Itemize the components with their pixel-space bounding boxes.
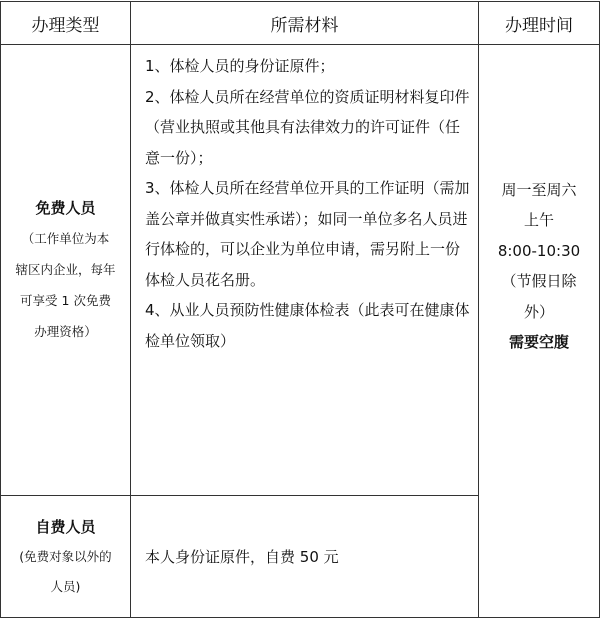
- material-item-4: 4、从业人员预防性健康体检表（此表可在健康体检单位领取）: [145, 301, 470, 350]
- header-time: 办理时间: [479, 2, 600, 45]
- time-line-4: （节假日除: [501, 272, 577, 290]
- free-category-title: 免费人员: [35, 199, 96, 217]
- time-line-5: 外）: [523, 302, 554, 321]
- self-materials-cell: 本人身份证原件，自费 50 元: [131, 496, 479, 618]
- time-spacer: [479, 358, 599, 488]
- requirements-table: [0, 1, 600, 618]
- fasting-note: 需要空腹: [508, 333, 569, 351]
- free-category-sub-4: 办理资格）: [34, 324, 97, 339]
- time-cell: [479, 45, 600, 618]
- header-row: [1, 2, 600, 45]
- free-category-sub-1: （工作单位为本: [21, 231, 110, 246]
- material-item-1: 1、体检人员的身份证原件；: [145, 57, 335, 75]
- self-category-sub-1: (免费对象以外的: [19, 548, 112, 564]
- free-materials-cell: [131, 45, 479, 496]
- header-type: 办理类型: [1, 2, 131, 45]
- time-line-3: 8:00-10:30: [497, 241, 581, 260]
- table-row-free: [1, 45, 600, 496]
- time-line-1: 周一至周六: [501, 180, 577, 199]
- free-category-cell: [1, 45, 131, 496]
- self-category-title: 自费人员: [35, 517, 96, 536]
- free-category-sub-3: 可享受 1 次免费: [20, 293, 111, 308]
- time-line-2: 上午: [523, 211, 554, 229]
- self-category-sub-2: 人员): [50, 578, 81, 594]
- material-item-2: 2、体检人员所在经营单位的资质证明材料复印件（营业执照或其他具有法律效力的许可证件（任意一份）；: [145, 87, 470, 167]
- self-category-cell: [1, 496, 131, 618]
- header-materials: 所需材料: [131, 2, 479, 45]
- free-category-sub-2: 辖区内企业，每年: [15, 262, 116, 277]
- material-item-3: 3、体检人员所在经营单位开具的工作证明（需加盖公章并做真实性承诺）；如同一单位多名人员进行体检的，可以企业为单位申请，需另附上一份体检人员花名册。: [145, 179, 470, 289]
